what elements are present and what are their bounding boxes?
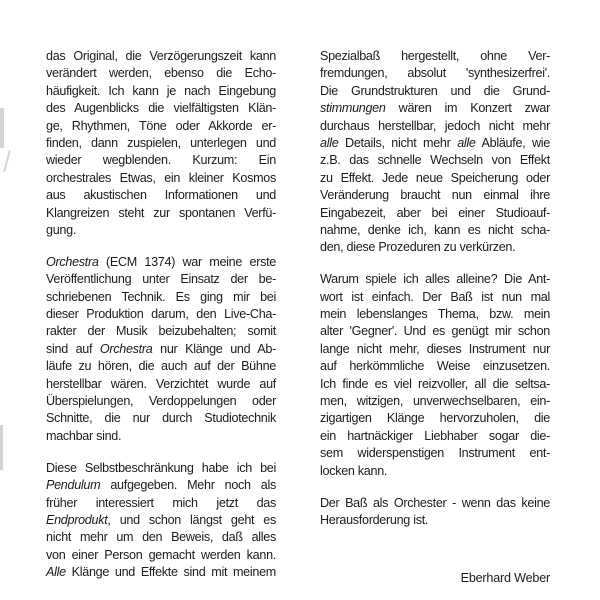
text-line	[46, 529, 276, 546]
body-text: häufigkeit. Ich kann je nach Eingebung	[46, 83, 276, 98]
text-line	[46, 547, 276, 564]
body-text: wären im Konzert zwar	[385, 101, 550, 116]
body-text: men, witzigen, unverwechselbaren, ein-	[320, 394, 550, 409]
italic-title-text: Orchestra	[99, 341, 153, 356]
body-text: mein lebenslanges Thema, bzw. mein	[320, 307, 550, 322]
body-text: Klänge und Effekte sind mit meinem	[65, 565, 276, 580]
body-text: , und schon längst geht es	[107, 512, 276, 527]
text-line	[46, 222, 276, 239]
text-line	[46, 118, 276, 135]
body-text: orchestrales Etwas, ein kleiner Kosmos	[46, 170, 276, 185]
paragraph	[46, 48, 276, 239]
paragraph	[46, 460, 276, 582]
paragraph	[46, 254, 276, 445]
text-line	[46, 341, 276, 358]
body-text: Veränderung braucht nun einmal ihre	[320, 188, 550, 203]
text-line	[46, 187, 276, 204]
text-line	[46, 83, 276, 100]
body-text: sind auf	[46, 341, 100, 356]
scan-artifact	[0, 108, 4, 148]
text-line	[320, 83, 550, 100]
italic-title-text: Alle	[46, 565, 66, 580]
left-text-column	[46, 48, 276, 582]
text-line	[46, 152, 276, 169]
body-text: ge, Rhythmen, Töne oder Akkorde er-	[46, 118, 276, 133]
body-text: gung.	[46, 222, 77, 237]
text-line	[46, 460, 276, 477]
text-line	[320, 393, 550, 410]
body-text: aus akustischen Informationen und	[46, 188, 276, 203]
body-text: verändert werden, ebenso die Echo-	[46, 66, 276, 81]
text-line	[320, 358, 550, 375]
text-line	[46, 254, 276, 271]
text-line	[320, 289, 550, 306]
text-line	[320, 205, 550, 222]
body-text: Klangreizen steht zur spontanen Verfü-	[46, 205, 276, 220]
text-line	[46, 170, 276, 187]
text-line	[46, 306, 276, 323]
body-text: nicht mehr um den Beweis, daß alles	[46, 530, 276, 545]
body-text: das Original, die Verzögerungszeit kann	[46, 49, 276, 63]
text-line	[46, 358, 276, 375]
body-text: von einer Person gemacht werden kann.	[46, 547, 276, 562]
text-line	[46, 271, 276, 288]
text-line	[320, 306, 550, 323]
body-text: Details, nicht mehr	[338, 135, 458, 150]
body-text: durchaus herstellbar, jedoch nicht mehr	[320, 118, 550, 133]
body-text: Warum spiele ich alles alleine? Die Ant-	[320, 272, 550, 287]
body-text: Abläufe, wie	[475, 135, 551, 150]
body-text: aufgegeben. Mehr noch als	[100, 478, 276, 493]
body-text: schriebenen Technik. Es ging mir bei	[46, 289, 276, 304]
italic-title-text: Endprodukt	[46, 512, 108, 527]
body-text: Schnitte, die nur durch Studiotechnik	[46, 411, 276, 426]
body-text: nur Klänge und Ab-	[152, 341, 276, 356]
scan-artifact	[3, 150, 11, 172]
body-text: zu Effekt. Jede neue Speicherung oder	[320, 170, 550, 185]
text-line	[320, 152, 550, 169]
body-text: z.B. das schnelle Wechseln von Effekt	[320, 153, 550, 168]
text-line	[320, 65, 550, 82]
body-text: alter 'Gegner'. Und es genügt mir schon	[320, 324, 550, 339]
text-line	[46, 376, 276, 393]
text-line	[46, 48, 276, 65]
italic-title-text: alle	[457, 135, 476, 150]
text-line	[320, 445, 550, 462]
body-text: sem widerspenstigen Instrument ent-	[320, 446, 550, 461]
text-line	[46, 512, 276, 529]
text-line	[320, 170, 550, 187]
text-line	[46, 100, 276, 117]
body-text: Eingabezeit, aber bei einer Studioauf-	[320, 205, 550, 220]
text-line	[320, 495, 550, 512]
text-line	[320, 376, 550, 393]
body-text: des Augenblicks die vielfältigsten Klän-	[46, 101, 276, 116]
text-line	[320, 48, 550, 65]
text-line	[320, 100, 550, 117]
body-text: lange nicht mehr, dieses Instrument nur	[320, 341, 550, 356]
body-text: wieder wegblenden. Kurzum: Ein	[46, 153, 276, 168]
body-text: früher interessiert mich jetzt das	[46, 495, 276, 510]
body-text: wort ist einfach. Der Baß ist nun mal	[320, 289, 550, 304]
text-line	[320, 463, 550, 480]
text-line	[320, 222, 550, 239]
text-line	[46, 205, 276, 222]
body-text: herstellbar wären. Verzichtet wurde auf	[46, 376, 276, 391]
text-line	[320, 135, 550, 152]
text-line	[46, 65, 276, 82]
body-text: machbar sind.	[46, 428, 122, 443]
body-text: Veröffentlichung unter Einsatz der be-	[46, 272, 276, 287]
body-text: Die Grundstrukturen und die Grund-	[320, 83, 550, 98]
body-text: ein hartnäckiger Liebhaber sogar die-	[320, 428, 550, 443]
italic-title-text: Orchestra	[46, 254, 99, 269]
body-text: den, diese Prozeduren zu verkürzen.	[320, 240, 516, 255]
scan-artifact	[0, 425, 3, 470]
text-line	[46, 495, 276, 512]
body-text: läufe zu hören, die auch auf der Bühne	[46, 359, 276, 374]
paragraph	[320, 271, 550, 480]
body-text: (ECM 1374) war meine erste	[98, 254, 276, 269]
text-line	[46, 477, 276, 494]
italic-title-text: stimmungen	[320, 101, 386, 116]
body-text: Diese Selbstbeschränkung habe ich bei	[46, 460, 276, 475]
body-text: Herausforderung ist.	[320, 512, 429, 527]
text-line	[46, 323, 276, 340]
body-text: locken kann.	[320, 463, 388, 478]
text-line	[320, 118, 550, 135]
text-line	[320, 428, 550, 445]
text-line	[46, 135, 276, 152]
text-line	[46, 564, 276, 581]
body-text: zigartigen Klänge hervorzuholen, die	[320, 411, 550, 426]
text-line	[46, 410, 276, 427]
body-text: Überspielungen, Verdoppelungen oder	[46, 394, 276, 409]
text-line	[320, 323, 550, 340]
body-text: Spezialbaß hergestellt, ohne Ver-	[320, 49, 550, 63]
text-line	[320, 187, 550, 204]
text-line	[46, 289, 276, 306]
body-text: rakter der Musik beizubehalten; somit	[46, 324, 276, 339]
right-text-column	[320, 48, 550, 529]
body-text: dieser Produktion darum, den Live-Cha-	[46, 307, 276, 322]
text-line	[320, 410, 550, 427]
text-line	[320, 341, 550, 358]
paragraph	[320, 495, 550, 530]
body-text: Der Baß als Orchester - wenn das keine	[320, 495, 550, 510]
text-line	[320, 512, 550, 529]
body-text: finden, dann zuspielen, unterlegen und	[46, 135, 276, 150]
text-line	[46, 393, 276, 410]
body-text: fremdungen, absolut 'synthesizerfrei'.	[320, 66, 550, 81]
body-text: auf herkömmliche Weise einzusetzen.	[320, 359, 550, 374]
italic-title-text: Pendulum	[46, 478, 101, 493]
italic-title-text: alle	[320, 135, 339, 150]
text-line	[320, 271, 550, 288]
paragraph	[320, 48, 550, 257]
author-signature: Eberhard Weber	[460, 571, 550, 585]
body-text: nahme, denke ich, kann es nicht scha-	[320, 222, 550, 237]
text-line	[46, 428, 276, 445]
text-line	[320, 239, 550, 256]
body-text: Ich finde es viel reizvoller, all die seltsa-	[320, 376, 550, 391]
